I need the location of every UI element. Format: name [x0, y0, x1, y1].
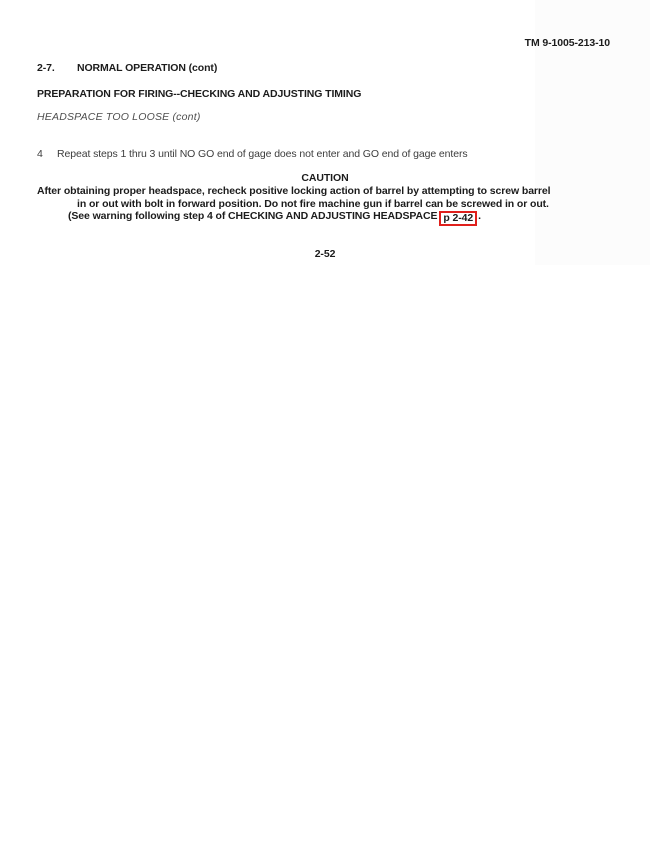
caution-line3-period: . — [478, 210, 481, 222]
step-text: Repeat steps 1 thru 3 until NO GO end of gage does not enter and GO end of gage enters — [57, 148, 468, 160]
page-reference-annotation-box — [439, 211, 477, 226]
section-heading — [37, 62, 217, 75]
page-number: 2-52 — [314, 248, 336, 260]
caution-paragraph-line1: After obtaining proper headspace, recheck positive locking action of barrel by attempting to screw barrel — [37, 185, 551, 197]
caution-paragraph-line2: in or out with bolt in forward position. Do not fire machine gun if barrel can be screwed in or out. — [77, 198, 549, 210]
tm-number: TM 9-1005-213-10 — [524, 37, 610, 49]
caution-line3-text: (See warning following step 4 of CHECKING AND ADJUSTING HEADSPACE — [68, 210, 438, 222]
page-reference-text: p 2-42 — [443, 212, 474, 224]
section-number: 2-7. — [37, 62, 55, 74]
caution-heading: CAUTION — [301, 172, 349, 184]
subheading-headspace-too-loose: HEADSPACE TOO LOOSE (cont) — [37, 111, 201, 123]
section-title: NORMAL OPERATION (cont) — [77, 62, 218, 74]
caution-paragraph-line3 — [68, 210, 481, 226]
subsection-title: PREPARATION FOR FIRING--CHECKING AND ADJUSTING TIMING — [37, 88, 362, 100]
step-4-line — [37, 148, 468, 161]
step-number: 4 — [37, 148, 43, 160]
